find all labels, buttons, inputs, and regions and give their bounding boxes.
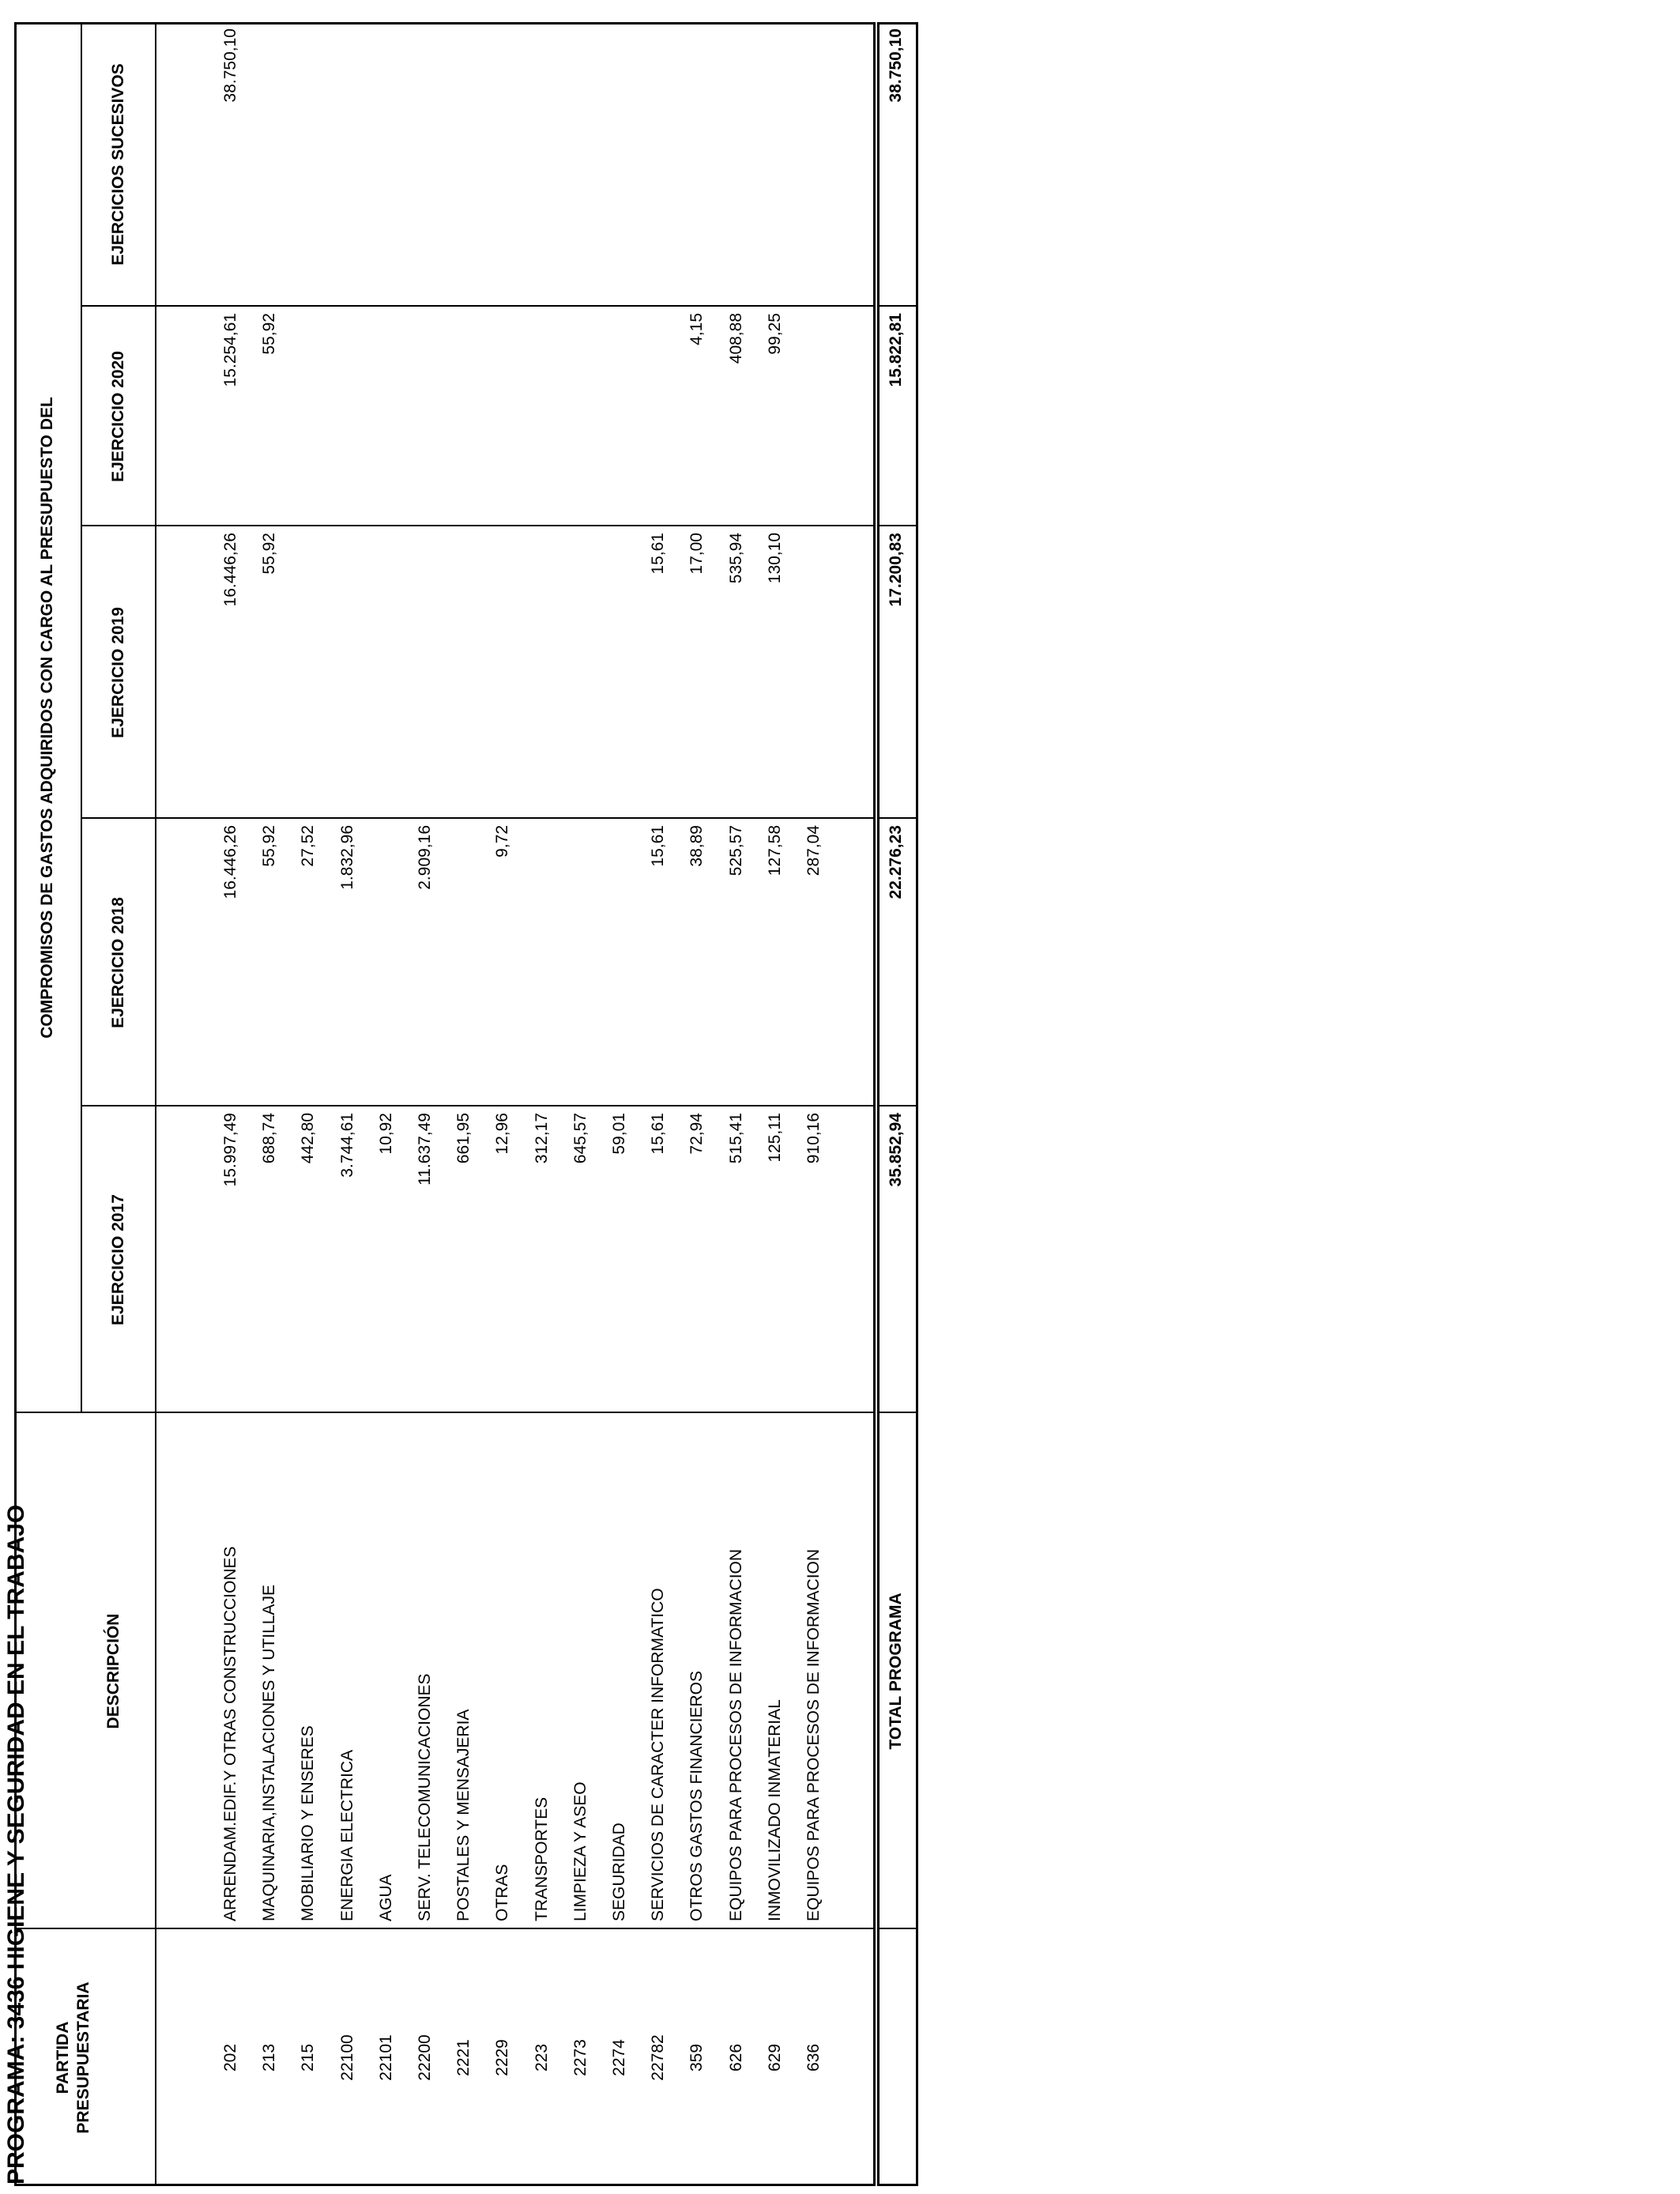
header-partida-2: PRESUPUESTARIA [74, 1981, 92, 2134]
cell-descripcion: ARRENDAM.EDIF.Y OTRAS CONSTRUCCIONES [221, 1546, 239, 1921]
cell-partida: 22101 [376, 2034, 395, 2081]
cell-descripcion: TRANSPORTES [532, 1796, 551, 1921]
col-divider-partida [14, 1928, 876, 1929]
cell-ej2017: 72,94 [687, 1113, 706, 1155]
cell-descripcion: OTRAS [493, 1864, 512, 1921]
cell-ej2017: 3.744,61 [337, 1113, 356, 1178]
cell-partida: 223 [532, 2043, 551, 2072]
header-ej2019: EJERCICIO 2019 [109, 607, 127, 738]
cell-partida: 215 [299, 2043, 318, 2072]
cell-ej2018: 16.446,26 [221, 825, 239, 899]
cell-ej2017: 442,80 [299, 1113, 318, 1164]
cell-ej2017: 688,74 [260, 1113, 279, 1164]
total-sucesivos: 38.750,10 [887, 28, 905, 103]
cell-ej2018: 2.909,16 [416, 825, 434, 890]
cell-descripcion: SERVICIOS DE CARACTER INFORMATICO [649, 1588, 668, 1921]
header-divider-upper [81, 22, 82, 1413]
cell-ej2019: 535,94 [726, 533, 745, 584]
program-title: PROGRAMA: 3436 HIGIENE Y SEGURIDAD EN EL TRABAJO [3, 1504, 29, 2185]
cell-partida: 22100 [337, 2034, 356, 2081]
cell-descripcion: SEGURIDAD [610, 1823, 628, 1921]
cell-descripcion: MOBILIARIO Y ENSERES [299, 1725, 318, 1921]
cell-descripcion: INMOVILIZADO INMATERIAL [765, 1699, 784, 1921]
cell-descripcion: SERV. TELECOMUNICACIONES [416, 1673, 434, 1921]
col-divider-descripcion [14, 1412, 876, 1413]
cell-ej2019: 17,00 [687, 533, 706, 575]
cell-descripcion: ENERGIA ELECTRICA [337, 1749, 356, 1921]
cell-ej2019: 15,61 [649, 533, 668, 575]
cell-partida: 2221 [454, 2039, 473, 2076]
cell-descripcion: AGUA [376, 1874, 395, 1921]
cell-ej2017: 910,16 [804, 1113, 823, 1164]
header-compromisos: COMPROMISOS DE GASTOS ADQUIRIDOS CON CARGO AL PRESUPUESTO DEL [38, 397, 56, 1039]
col-divider-2019 [81, 525, 876, 526]
cell-ej2020: 4,15 [687, 313, 706, 345]
cell-partida: 2229 [493, 2039, 512, 2076]
cell-ej2017: 661,95 [454, 1113, 473, 1164]
cell-ej2017: 515,41 [726, 1113, 745, 1164]
cell-ej2017: 125,11 [765, 1113, 784, 1163]
header-ej2017: EJERCICIO 2017 [109, 1194, 127, 1325]
cell-ej2018: 38,89 [687, 825, 706, 867]
cell-ej2017: 15,61 [649, 1113, 668, 1155]
header-partida-1: PARTIDA [54, 2021, 72, 2094]
cell-ej2018: 55,92 [260, 825, 279, 867]
header-divider-lower [155, 22, 156, 2186]
cell-ej2019: 130,10 [765, 533, 784, 584]
cell-ej2018: 127,58 [765, 825, 784, 876]
col-divider-2017 [81, 1105, 876, 1106]
header-descripcion: DESCRIPCIÓN [104, 1613, 122, 1729]
total-label: TOTAL PROGRAMA [887, 1593, 905, 1750]
cell-ej2017: 59,01 [610, 1113, 628, 1155]
cell-descripcion: OTROS GASTOS FINANCIEROS [687, 1671, 706, 1921]
cell-descripcion: EQUIPOS PARA PROCESOS DE INFORMACION [726, 1548, 745, 1921]
cell-descripcion: MAQUINARIA,INSTALACIONES Y UTILLAJE [260, 1585, 279, 1921]
cell-partida: 22782 [649, 2034, 668, 2081]
cell-partida: 359 [687, 2043, 706, 2072]
total-ej2019: 17.200,83 [887, 533, 905, 607]
cell-ej2020: 99,25 [765, 313, 784, 355]
cell-ej2018: 1.832,96 [337, 825, 356, 890]
cell-descripcion: POSTALES Y MENSAJERIA [454, 1709, 473, 1921]
cell-ej2018: 15,61 [649, 825, 668, 867]
cell-partida: 2273 [571, 2039, 590, 2076]
cell-partida: 626 [726, 2043, 745, 2072]
cell-ej2019: 16.446,26 [221, 533, 239, 607]
cell-ej2017: 645,57 [571, 1113, 590, 1164]
col-divider-2018 [81, 817, 876, 819]
total-ej2018: 22.276,23 [887, 825, 905, 899]
cell-partida: 636 [804, 2043, 823, 2072]
cell-partida: 213 [260, 2043, 279, 2072]
cell-ej2018: 287,04 [804, 825, 823, 876]
total-ej2017: 35.852,94 [887, 1113, 905, 1187]
header-sucesivos: EJERCICIOS SUCESIVOS [109, 63, 127, 266]
cell-sucesivos: 38.750,10 [221, 28, 239, 103]
cell-ej2017: 15.997,49 [221, 1113, 239, 1187]
cell-ej2017: 11.637,49 [416, 1113, 434, 1186]
budget-table [14, 22, 876, 2186]
cell-ej2018: 9,72 [493, 825, 512, 858]
cell-ej2020: 15.254,61 [221, 313, 239, 387]
col-divider-2020 [81, 305, 876, 307]
header-ej2018: EJERCICIO 2018 [109, 897, 127, 1028]
total-ej2020: 15.822,81 [887, 313, 905, 387]
cell-partida: 629 [765, 2043, 784, 2072]
cell-partida: 202 [221, 2043, 239, 2072]
cell-descripcion: LIMPIEZA Y ASEO [571, 1781, 590, 1921]
cell-ej2020: 408,88 [726, 313, 745, 364]
cell-ej2018: 525,57 [726, 825, 745, 876]
cell-partida: 2274 [610, 2039, 628, 2076]
cell-ej2017: 12,96 [493, 1113, 512, 1155]
cell-descripcion: EQUIPOS PARA PROCESOS DE INFORMACION [804, 1548, 823, 1921]
header-ej2020: EJERCICIO 2020 [109, 351, 127, 482]
cell-partida: 22200 [416, 2034, 434, 2081]
cell-ej2020: 55,92 [260, 313, 279, 355]
cell-ej2017: 312,17 [532, 1113, 551, 1164]
cell-ej2018: 27,52 [299, 825, 318, 867]
cell-ej2019: 55,92 [260, 533, 279, 575]
cell-ej2017: 10,92 [376, 1113, 395, 1155]
